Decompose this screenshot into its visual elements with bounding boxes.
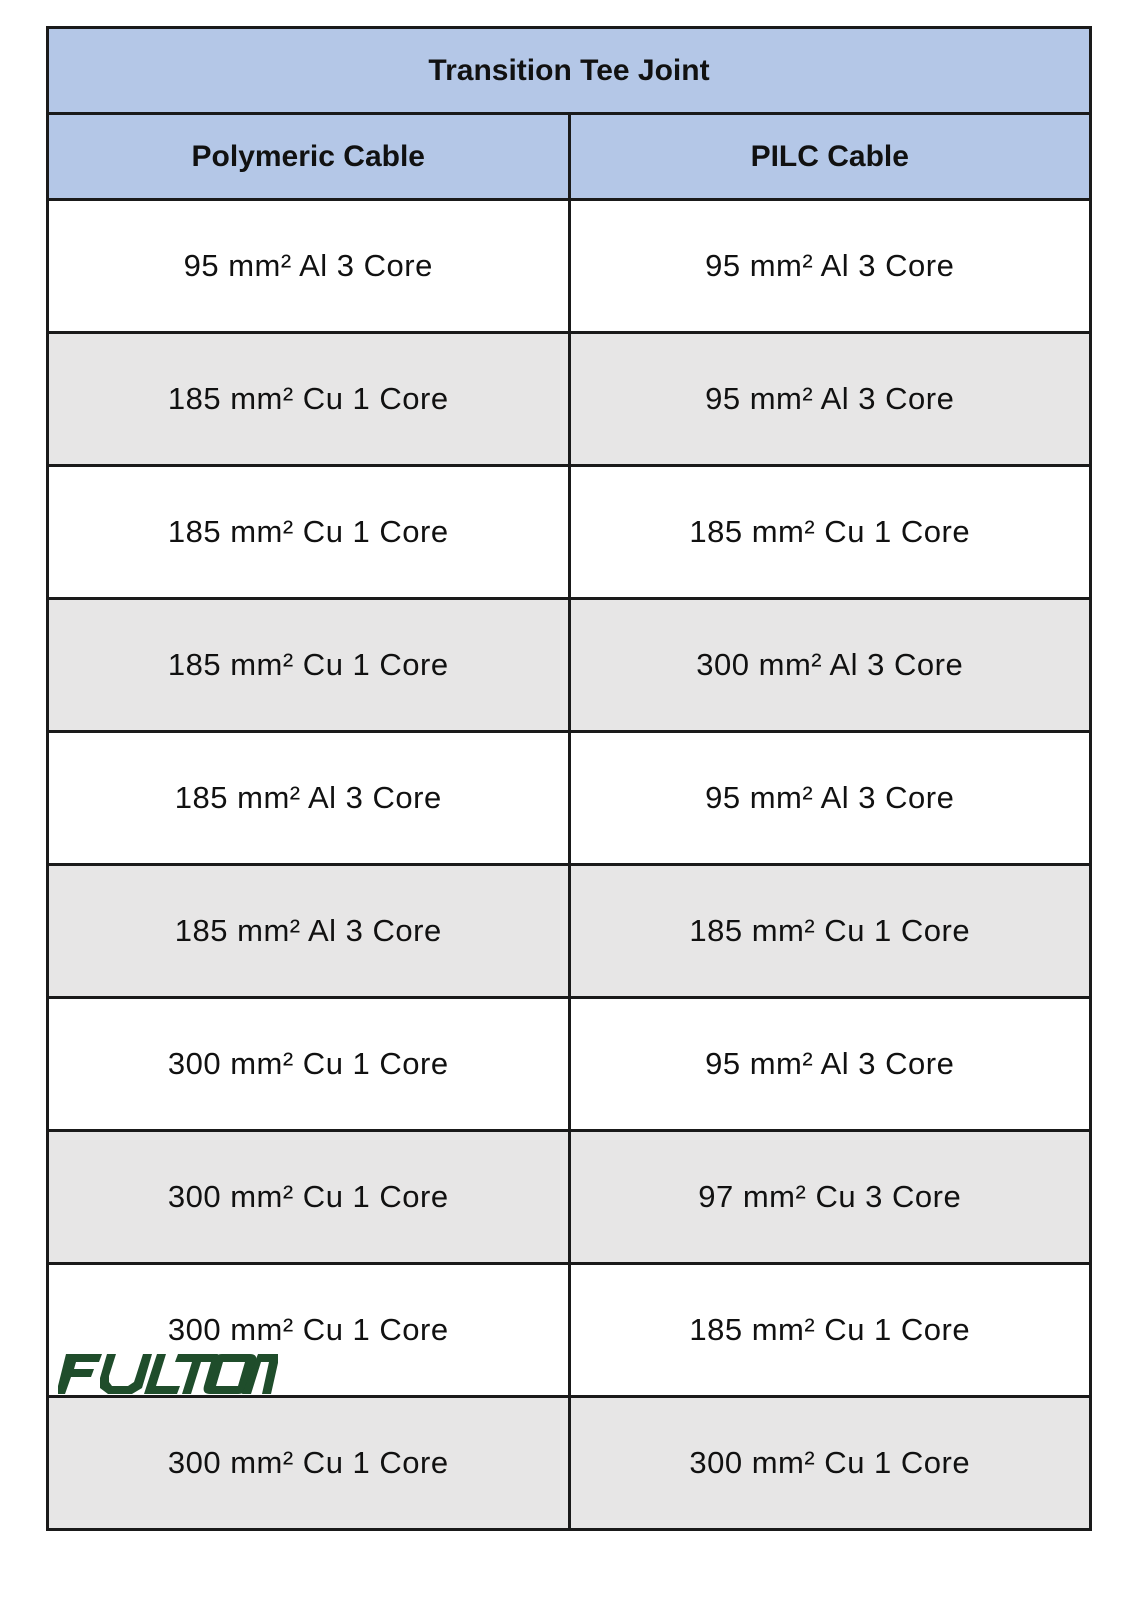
table-row	[48, 1131, 1091, 1264]
polymeric-cell: 185 mm² Cu 1 Core	[48, 599, 570, 732]
table-row	[48, 865, 1091, 998]
transition-tee-joint-table-wrap	[46, 26, 1092, 1531]
pilc-cell: 300 mm² Cu 1 Core	[569, 1397, 1091, 1530]
column-header-pilc: PILC Cable	[569, 114, 1091, 200]
table-row	[48, 1397, 1091, 1530]
polymeric-cell: 95 mm² Al 3 Core	[48, 200, 570, 333]
pilc-cell: 185 mm² Cu 1 Core	[569, 1264, 1091, 1397]
column-header-polymeric: Polymeric Cable	[48, 114, 570, 200]
table-row	[48, 998, 1091, 1131]
pilc-cell: 97 mm² Cu 3 Core	[569, 1131, 1091, 1264]
table-row	[48, 466, 1091, 599]
table-title: Transition Tee Joint	[48, 28, 1091, 114]
pilc-cell: 95 mm² Al 3 Core	[569, 732, 1091, 865]
transition-tee-joint-table	[46, 26, 1092, 1531]
fulton-logo-mark	[58, 1354, 278, 1394]
polymeric-cell: 300 mm² Cu 1 Core	[48, 1397, 570, 1530]
polymeric-cell: 300 mm² Cu 1 Core	[48, 998, 570, 1131]
header-row	[48, 114, 1091, 200]
table-row	[48, 333, 1091, 466]
polymeric-cell: 300 mm² Cu 1 Core	[48, 1264, 570, 1397]
pilc-cell: 95 mm² Al 3 Core	[569, 200, 1091, 333]
pilc-cell: 185 mm² Cu 1 Core	[569, 466, 1091, 599]
pilc-cell: 95 mm² Al 3 Core	[569, 998, 1091, 1131]
fulton-logo	[58, 1352, 278, 1396]
table-row	[48, 200, 1091, 333]
pilc-cell: 95 mm² Al 3 Core	[569, 333, 1091, 466]
title-row	[48, 28, 1091, 114]
table-row	[48, 732, 1091, 865]
polymeric-cell: 185 mm² Al 3 Core	[48, 865, 570, 998]
polymeric-cell: 185 mm² Cu 1 Core	[48, 333, 570, 466]
polymeric-cell: 185 mm² Al 3 Core	[48, 732, 570, 865]
table-row	[48, 599, 1091, 732]
pilc-cell: 185 mm² Cu 1 Core	[569, 865, 1091, 998]
polymeric-cell: 185 mm² Cu 1 Core	[48, 466, 570, 599]
pilc-cell: 300 mm² Al 3 Core	[569, 599, 1091, 732]
polymeric-cell: 300 mm² Cu 1 Core	[48, 1131, 570, 1264]
